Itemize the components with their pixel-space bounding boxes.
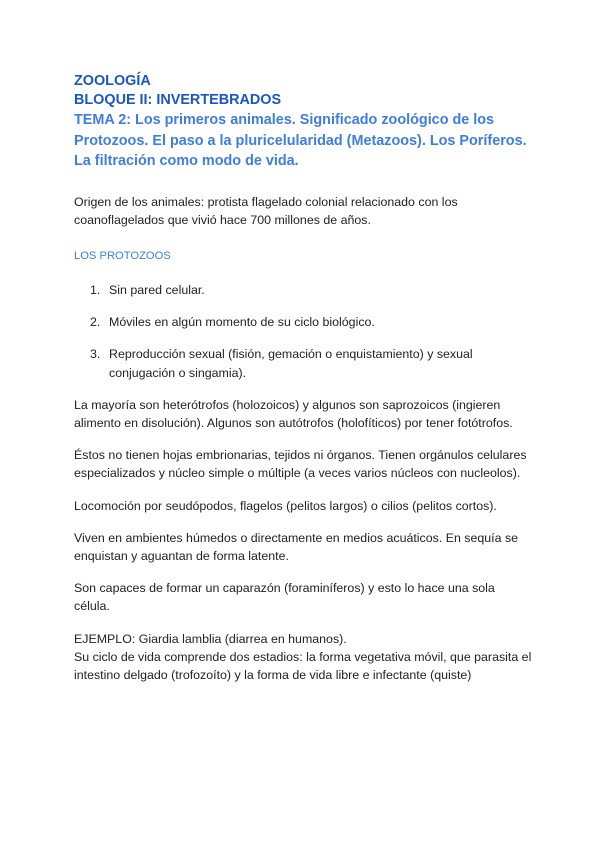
numbered-list (74, 281, 534, 382)
list-item (74, 345, 534, 381)
list-item-text: Móviles en algún momento de su ciclo biológico. (109, 315, 375, 330)
document-content (74, 72, 534, 684)
paragraph: Son capaces de formar un caparazón (foraminíferos) y esto lo hace una sola célula. (74, 581, 495, 614)
example-description: Su ciclo de vida comprende dos estadios: la forma vegetativa móvil, que parasita el intestino delgado (trofozoíto) y la forma de vida libre e infectante (quiste) (74, 649, 532, 682)
list-item (74, 281, 534, 299)
topic-heading: TEMA 2: Los primeros animales. Significado zoológico de los Protozoos. El paso a la pluricelularidad (Metazoos). Los Poríferos. La filtración como modo de vida. (74, 112, 527, 169)
example-line: EJEMPLO: Giardia lamblia (diarrea en humanos). (74, 631, 347, 646)
list-item-number: 3. (90, 347, 101, 362)
paragraph: Éstos no tienen hojas embrionarias, tejidos ni órganos. Tienen orgánulos celulares especializados y núcleo simple o múltiple (a veces varios núcleos con nucleolos). (74, 448, 527, 481)
list-item-number: 2. (90, 315, 101, 330)
paragraph: La mayoría son heterótrofos (holozoicos) y algunos son saprozoicos (ingieren alimento en disolución). Algunos son autótrofos (holofíticos) por tener fotótrofos. (74, 397, 513, 430)
paragraph: Viven en ambientes húmedos o directamente en medios acuáticos. En sequía se enquistan y aguantan de forma latente. (74, 530, 519, 563)
list-item-text: Reproducción sexual (fisión, gemación o enquistamiento) y sexual conjugación o singamia). (109, 347, 473, 380)
paragraph: Locomoción por seudópodos, flagelos (pelitos largos) o cilios (pelitos cortos). (74, 498, 497, 513)
section-heading: LOS PROTOZOOS (74, 249, 171, 262)
list-item (74, 313, 534, 331)
intro-paragraph: Origen de los animales: protista flagelado colonial relacionado con los coanoflagelados que vivió hace 700 millones de años. (74, 194, 458, 227)
document-title: ZOOLOGÍA (74, 73, 151, 89)
list-item-number: 1. (90, 282, 101, 297)
block-heading: BLOQUE II: INVERTEBRADOS (74, 92, 282, 108)
list-item-text: Sin pared celular. (109, 282, 205, 297)
